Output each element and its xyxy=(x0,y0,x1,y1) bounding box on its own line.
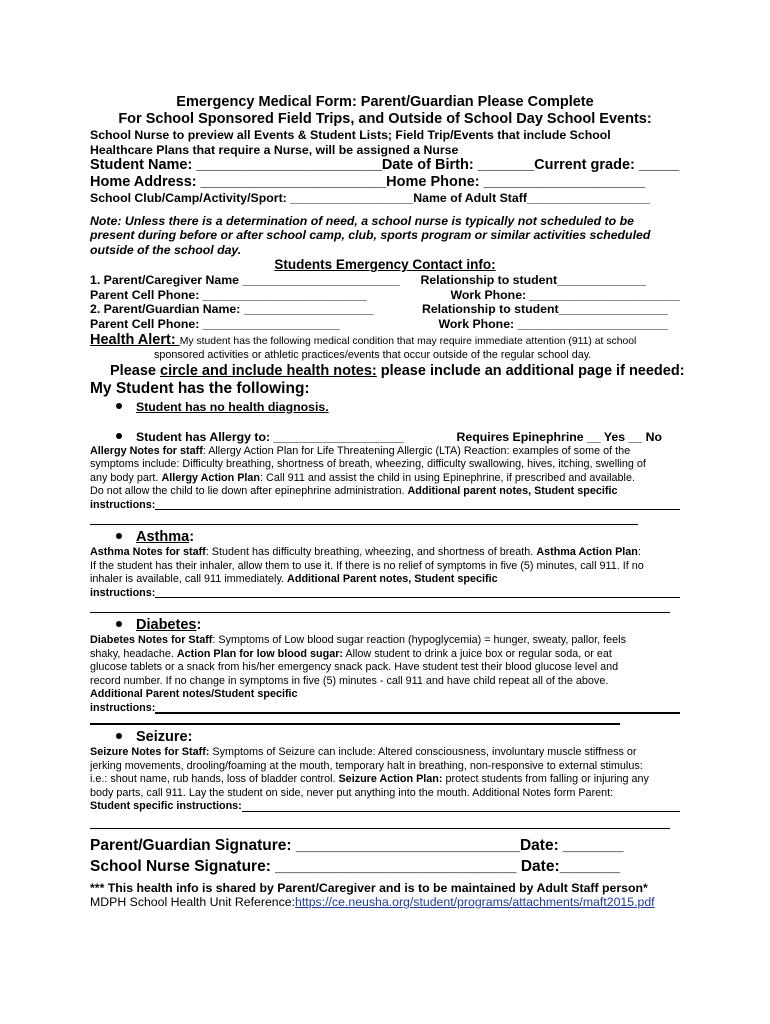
health-alert-line2: sponsored activities or athletic practices/events that occur outside of the regular school day. xyxy=(154,349,592,361)
allergy-item[interactable] xyxy=(90,430,680,445)
circle-instruction: Please circle and include health notes: please include an additional page if needed: xyxy=(110,362,685,379)
diabetes-instructions-field[interactable]: instructions: xyxy=(90,702,680,716)
contact1-phone-row xyxy=(90,288,680,303)
mdph-reference: MDPH School Health Unit Reference:https://ce.neusha.org/student/programs/attachments/maft2015.pdf xyxy=(90,895,655,909)
contact2-row xyxy=(90,302,680,317)
contact2-relationship-field[interactable]: Relationship to student________________ xyxy=(421,302,668,316)
form-title-line1: Emergency Medical Form: Parent/Guardian Please Complete xyxy=(176,94,594,110)
form-title-line2: For School Sponsored Field Trips, and Outside of School Day School Events: xyxy=(118,111,652,127)
note-line2: present during before or after school camp, club, sports program or similar activities scheduled xyxy=(90,228,651,242)
contact2-cell-field[interactable]: Parent Cell Phone: ____________________ xyxy=(90,316,340,331)
bullet-icon xyxy=(116,733,122,739)
seizure-notes: Seizure Notes for Staff: Symptoms of Seizure can include: Altered consciousness, involuntary muscle stiffness or xyxy=(90,746,637,758)
allergy-label: Student has Allergy to: ___________________ xyxy=(136,430,404,444)
seizure-notes-line2: jerking movements, drooling/foaming at the mouth, temporary halt in breathing, non-responsive to external stimulus: xyxy=(90,759,643,772)
nurse-preview-line1: School Nurse to preview all Events & Student Lists; Field Trip/Events that include School xyxy=(90,128,611,142)
contact1-relationship-field[interactable]: Relationship to student_____________ xyxy=(420,273,646,287)
has-following-heading: My Student has the following: xyxy=(90,379,310,397)
bullet-icon xyxy=(116,433,122,439)
student-name-row[interactable]: Student Name: _______________________Date of Birth: _______Current grade: _____ xyxy=(90,157,680,173)
diabetes-notes-line4: record number. If no change in symptoms in five (5) minutes - call 911 and have child repeat all of the above. xyxy=(90,674,609,687)
health-alert-text: My student has the following medical condition that may require immediate attention (911) at school xyxy=(179,336,637,347)
nurse-signature-field[interactable]: School Nurse Signature: ____________________________ Date:_______ xyxy=(90,857,620,875)
allergy-notes-line2: symptoms include: Difficulty breathing, shortness of breath, wheezing, difficulty swallowing, hives, itching, swelling of xyxy=(90,458,646,470)
parent-signature-field[interactable]: Parent/Guardian Signature: __________________________Date: _______ xyxy=(90,836,624,854)
nurse-preview-line2: Healthcare Plans that require a Nurse, will be assigned a Nurse xyxy=(90,142,459,157)
shared-info-note: *** This health info is shared by Parent/Caregiver and is to be maintained by Adult Staff person* xyxy=(90,880,648,895)
health-alert-label: Health Alert: xyxy=(90,332,180,348)
seizure-item[interactable]: Seizure: xyxy=(90,729,680,746)
allergy-notes: Allergy Notes for staff: Allergy Action Plan for Life Threatening Allergic (LTA) Reaction: examples of some of the xyxy=(90,444,631,457)
contact1-work-field[interactable]: Work Phone: ______________________ xyxy=(450,287,680,302)
allergy-notes-line4: Do not allow the child to lie down after epinephrine administration. Additional parent notes, Student specific xyxy=(90,485,618,497)
medical-form xyxy=(90,94,685,910)
bullet-icon xyxy=(116,533,122,539)
bullet-icon xyxy=(116,621,122,627)
asthma-notes-line3: inhaler is available, call 911 immediately. Additional Parent notes, Student specific xyxy=(90,573,498,585)
seizure-notes-line3: i.e.: shout name, rub hands, loss of bladder control. Seizure Action Plan: protect students from falling or injuring any xyxy=(90,773,649,785)
club-activity-row[interactable]: School Club/Camp/Activity/Sport: __________________Name of Adult Staff__________________ xyxy=(90,191,651,205)
bullet-icon xyxy=(116,403,122,409)
seizure-instructions-field[interactable]: Student specific instructions: xyxy=(90,800,680,814)
contact2-phone-row xyxy=(90,317,680,332)
contact2-work-field[interactable]: Work Phone: ______________________ xyxy=(438,316,668,331)
allergy-notes-line3: any body part. Allergy Action Plan: Call 911 and assist the child in using Epinephrine, if prescribed and available. xyxy=(90,471,635,484)
diabetes-notes-line3: glucose tablets or a snack from his/her emergency snack pack. Have student test their blood glucose level and xyxy=(90,661,619,673)
allergy-instructions-field[interactable]: instructions: xyxy=(90,499,680,513)
asthma-notes-line2: If the student has their inhaler, allow them to use it. If there is no relief of symptoms in five (5) minutes, call 911. If no xyxy=(90,559,644,572)
asthma-item[interactable]: Asthma : xyxy=(90,529,680,546)
asthma-instructions-field[interactable]: instructions: xyxy=(90,587,680,601)
diabetes-item[interactable]: Diabetes : xyxy=(90,617,680,634)
contact2-name-field[interactable]: 2. Parent/Guardian Name: ___________________ xyxy=(90,302,374,316)
diabetes-notes-line2: shaky, headache. Action Plan for low blood sugar: Allow student to drink a juice box or regular soda, or eat xyxy=(90,647,612,660)
diabetes-notes: Diabetes Notes for Staff: Symptoms of Low blood sugar reaction (hypoglycemia) = hunger, sweaty, pallor, feels xyxy=(90,634,626,646)
reference-link[interactable]: https://ce.neusha.org/student/programs/attachments/maft2015.pdf xyxy=(295,895,655,909)
contact1-cell-field[interactable]: Parent Cell Phone: ________________________ xyxy=(90,287,367,302)
contacts-heading: Students Emergency Contact info: xyxy=(274,257,496,272)
asthma-notes: Asthma Notes for staff: Student has difficulty breathing, wheezing, and shortness of breath. Asthma Action Plan: xyxy=(90,546,641,558)
no-diagnosis-item[interactable]: Student has no health diagnosis. xyxy=(90,400,680,415)
home-address-row[interactable]: Home Address: _______________________Home Phone: ____________________ xyxy=(90,174,645,190)
epinephrine-field: Requires Epinephrine __ Yes __ No xyxy=(456,430,662,444)
contact1-name-field[interactable]: 1. Parent/Caregiver Name _______________________ xyxy=(90,273,400,287)
diabetes-notes-line5: Additional Parent notes/Student specific xyxy=(90,688,298,700)
health-alert-row xyxy=(90,331,680,349)
seizure-notes-line4: body parts, call 911. Lay the student on side, never put anything into the mouth. Additional Notes form Parent: xyxy=(90,786,614,799)
note-line1: Note: Unless there is a determination of need, a school nurse is typically not scheduled to be xyxy=(90,213,634,228)
note-line3: outside of the school day. xyxy=(90,242,242,257)
contact1-row xyxy=(90,273,680,288)
